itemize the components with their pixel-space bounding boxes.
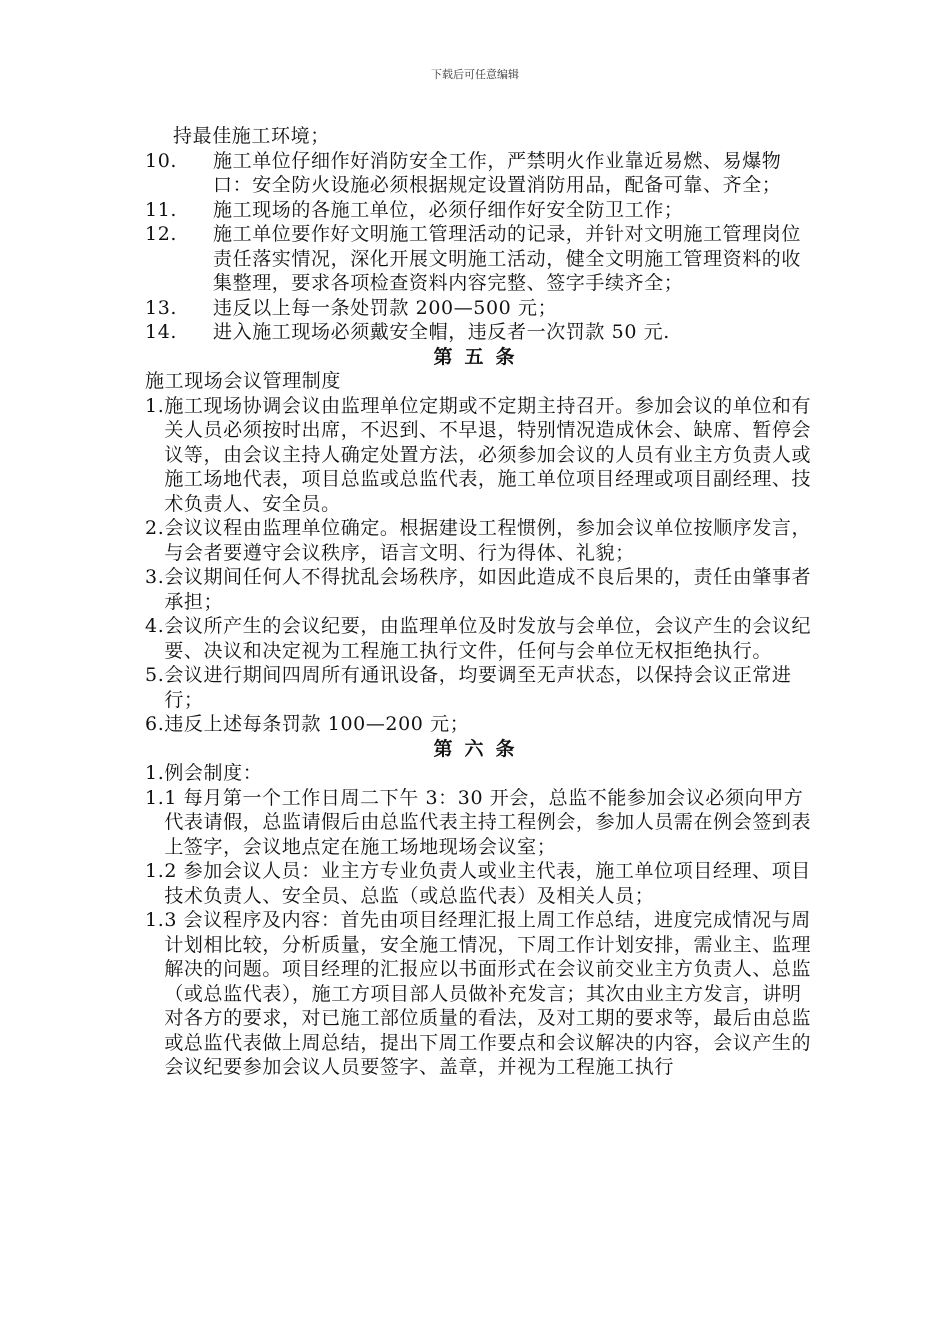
list-item: [145, 786, 815, 860]
item-text: 例会制度：: [164, 762, 263, 784]
item-number: 1.: [145, 762, 165, 784]
list-item: [145, 565, 815, 614]
page-header: 下载后可任意编辑: [431, 68, 519, 81]
list-item: [145, 149, 815, 198]
list-item: [145, 761, 815, 786]
item-text: 2 参加会议人员：业主方专业负责人或业主代表，施工单位项目经理、项目技术负责人、安全员、总监（或总监代表）及相关人员；: [164, 860, 811, 907]
item-number: 6.: [145, 713, 165, 735]
item-text: 会议进行期间四周所有通讯设备，均要调至无声状态，以保持会议正常进行；: [164, 664, 792, 711]
item-number: 5.: [145, 664, 165, 686]
item-number: 1.: [145, 394, 165, 417]
list-item: [145, 296, 815, 321]
item-text: 会议议程由监理单位确定。根据建设工程惯例，参加会议单位按顺序发言，与会者要遵守会议秩序，语言文明、行为得体、礼貌；: [164, 517, 812, 564]
item-text: 施工单位要作好文明施工管理活动的记录，并针对文明施工管理岗位责任落实情况，深化开展文明施工活动，健全文明施工管理资料的收集整理，要求各项检查资料内容完整、签字手续齐全；: [213, 223, 802, 294]
section-heading: 第五条: [433, 345, 527, 368]
item-number: 3.: [145, 566, 165, 588]
list-item: [145, 394, 815, 517]
item-number: 13.: [145, 296, 178, 319]
continuation-line: 持最佳施工环境；: [173, 125, 330, 147]
list-item: [145, 859, 815, 908]
item-text: 1 每月第一个工作日周二下午 3：30 开会，总监不能参加会议必须向甲方代表请假，总监请假后由总监代表主持工程例会，参加人员需在例会签到表上签字，会议地点定在施工场地现场会议室；: [164, 786, 812, 858]
list-item: [145, 222, 815, 296]
item-text: 会议所产生的会议纪要，由监理单位及时发放与会单位，会议产生的会议纪要、决议和决定视为工程施工执行文件，任何与会单位无权拒绝执行。: [164, 615, 812, 662]
item-number: 2.: [145, 517, 165, 539]
list-item: [145, 516, 815, 565]
item-number: 1.: [145, 860, 165, 882]
list-item: [145, 198, 815, 223]
item-text: 会议期间任何人不得扰乱会场秩序，如因此造成不良后果的，责任由肇事者承担；: [164, 566, 812, 613]
list-item: [145, 908, 815, 1080]
section-subtitle: 施工现场会议管理制度: [145, 370, 342, 392]
item-number: 1.: [145, 909, 165, 931]
item-number: 10.: [145, 149, 178, 172]
list-item: [145, 663, 815, 712]
item-number: 11.: [145, 198, 178, 221]
item-text: 违反以上每一条处罚款 200—500 元；: [213, 296, 558, 319]
item-text: 施工现场协调会议由监理单位定期或不定期主持召开。参加会议的单位和有关人员必须按时出席，不迟到、不早退，特别情况造成休会、缺席、暂停会议等，由会议主持人确定处置方法，必须参加会议的人员有业主方负责人或施工场地代表，项目总监或总监代表，施工单位项目经理或项目副经理、技术负责人、安全员。: [164, 394, 812, 515]
item-text: 3 会议程序及内容：首先由项目经理汇报上周工作总结，进度完成情况与周计划相比较，分析质量，安全施工情况，下周工作计划安排，需业主、监理解决的问题。项目经理的汇报应以书面形式在会议前交业主方负责人、总监（或总监代表），施工方项目部人员做补充发言；其次由业主方发言，讲明对各方的要求，对已施工部位质量的看法，及对工期的要求等，最后由总监或总监代表做上周总结，提出下周工作要点和会议解决的内容，会议产生的会议纪要参加会议人员要签字、盖章，并视为工程施工执行: [164, 909, 812, 1078]
item-text: 违反上述每条罚款 100—200 元；: [164, 713, 470, 735]
list-item: [145, 614, 815, 663]
item-text: 施工现场的各施工单位，必须仔细作好安全防卫工作；: [213, 198, 684, 221]
document-body: [145, 124, 815, 1080]
item-number: 14.: [145, 321, 178, 343]
list-item: [145, 320, 815, 345]
item-text: 进入施工现场必须戴安全帽，违反者一次罚款 50 元.: [213, 321, 670, 343]
item-number: 4.: [145, 615, 165, 637]
item-text: 施工单位仔细作好消防安全工作，严禁明火作业靠近易燃、易爆物口：安全防火设施必须根据规定设置消防用品，配备可靠、齐全；: [213, 149, 782, 196]
item-number: 1.: [145, 786, 165, 809]
section-heading: 第六条: [433, 737, 527, 760]
item-number: 12.: [145, 223, 178, 245]
list-item: [145, 712, 815, 737]
